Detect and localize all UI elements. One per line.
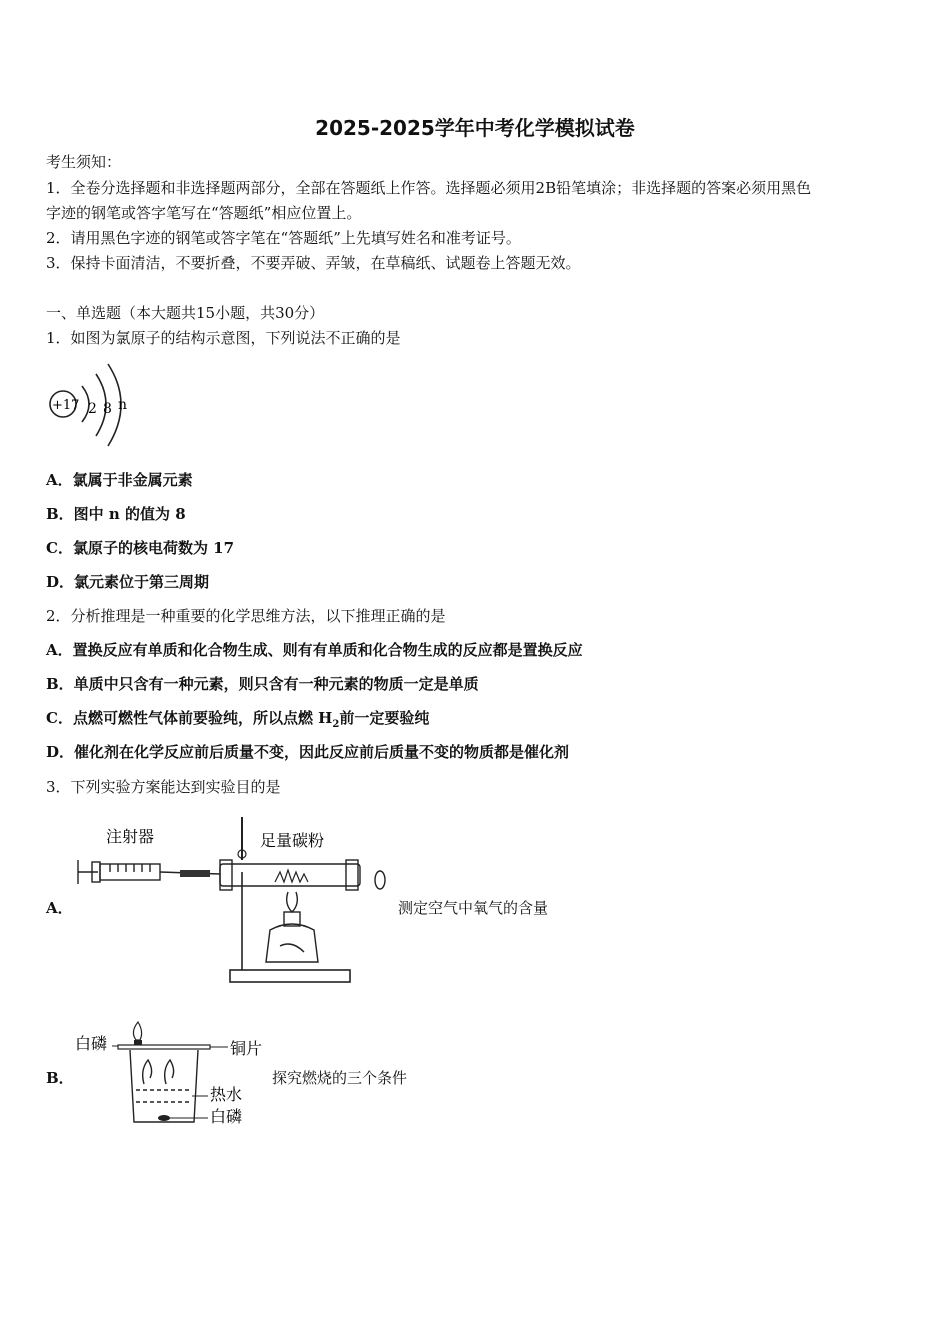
combustion-conditions-apparatus	[70, 1018, 270, 1130]
alcohol-lamp	[266, 892, 318, 962]
nucleus-charge: +17	[52, 398, 80, 413]
notice-line-2: 字迹的钢笔或答字笔写在“答题纸”相应位置上。	[46, 204, 362, 222]
beaker	[130, 1050, 198, 1122]
connector-tube	[180, 870, 210, 877]
q3-option-a-text: 测定空气中氧气的含量	[398, 899, 549, 917]
carbon-powder-label: 足量碳粉	[260, 831, 325, 850]
hot-water-label: 热水	[210, 1085, 243, 1104]
white-phosphorus-bottom-label: 白磷	[210, 1107, 243, 1126]
q1-option-c: C．氯原子的核电荷数为 17	[46, 539, 235, 557]
combustion-tube	[220, 860, 385, 890]
notice-line-4: 3．保持卡面清洁，不要折叠，不要弄破、弄皱，在草稿纸、试题卷上答题无效。	[46, 254, 581, 272]
h2-subscript: 2	[332, 719, 340, 730]
q2-option-d: D．催化剂在化学反应前后质量不变，因此反应前后质量不变的物质都是催化剂	[46, 743, 570, 761]
electron-count-1: 2	[88, 401, 97, 417]
white-phosphorus-top-label: 白磷	[75, 1034, 108, 1053]
chlorine-atom-diagram	[46, 358, 146, 453]
q2-option-c	[46, 708, 429, 735]
question-2-stem: 2．分析推理是一种重要的化学思维方法，以下推理正确的是	[46, 607, 446, 625]
q2-option-b: B．单质中只含有一种元素，则只含有一种元素的物质一定是单质	[46, 675, 479, 693]
q2-option-c-text: C．点燃可燃性气体前要验纯，所以点燃 H	[46, 709, 333, 727]
question-3-stem: 3．下列实验方案能达到实验目的是	[46, 778, 281, 796]
carbon-powder	[275, 870, 308, 882]
q2-option-a: A．置换反应有单质和化合物生成、则有有单质和化合物生成的反应都是置换反应	[46, 641, 583, 659]
notice-line-3: 2．请用黑色字迹的钢笔或答字笔在“答题纸”上先填写姓名和准考证号。	[46, 229, 521, 247]
q1-option-d: D．氯元素位于第三周期	[46, 573, 210, 591]
electron-count-3: n	[118, 397, 128, 413]
q1-option-a: A．氯属于非金属元素	[46, 471, 193, 489]
electron-count-2: 8	[103, 401, 112, 417]
question-1-stem: 1．如图为氯原子的结构示意图，下列说法不正确的是	[46, 329, 401, 347]
q2-option-c-tail: 前一定要验纯	[339, 709, 430, 727]
q1-option-b: B．图中 n 的值为 8	[46, 505, 186, 523]
carbon-tube-apparatus	[70, 812, 390, 987]
copper-sheet	[118, 1045, 210, 1049]
q3-option-b-letter: B．	[46, 1069, 74, 1087]
page-title: 2025-2025学年中考化学模拟试卷	[315, 116, 635, 140]
section-heading: 一、单选题（本大题共15小题，共30分）	[46, 304, 325, 322]
syringe-label: 注射器	[106, 827, 155, 846]
iron-stand	[230, 872, 350, 982]
flame-icon	[133, 1022, 141, 1040]
notice-line-1: 1．全卷分选择题和非选择题两部分，全部在答题纸上作答。选择题必须用2B铅笔填涂；非选择题的答案必须用黑色	[46, 179, 812, 197]
white-phosphorus-top	[134, 1040, 142, 1045]
copper-sheet-label: 铜片	[230, 1039, 263, 1058]
q3-option-a-letter: A．	[46, 899, 73, 917]
notice-heading: 考生须知：	[46, 153, 122, 171]
white-phosphorus-bottom	[158, 1115, 170, 1121]
q3-option-b-text: 探究燃烧的三个条件	[272, 1069, 408, 1087]
